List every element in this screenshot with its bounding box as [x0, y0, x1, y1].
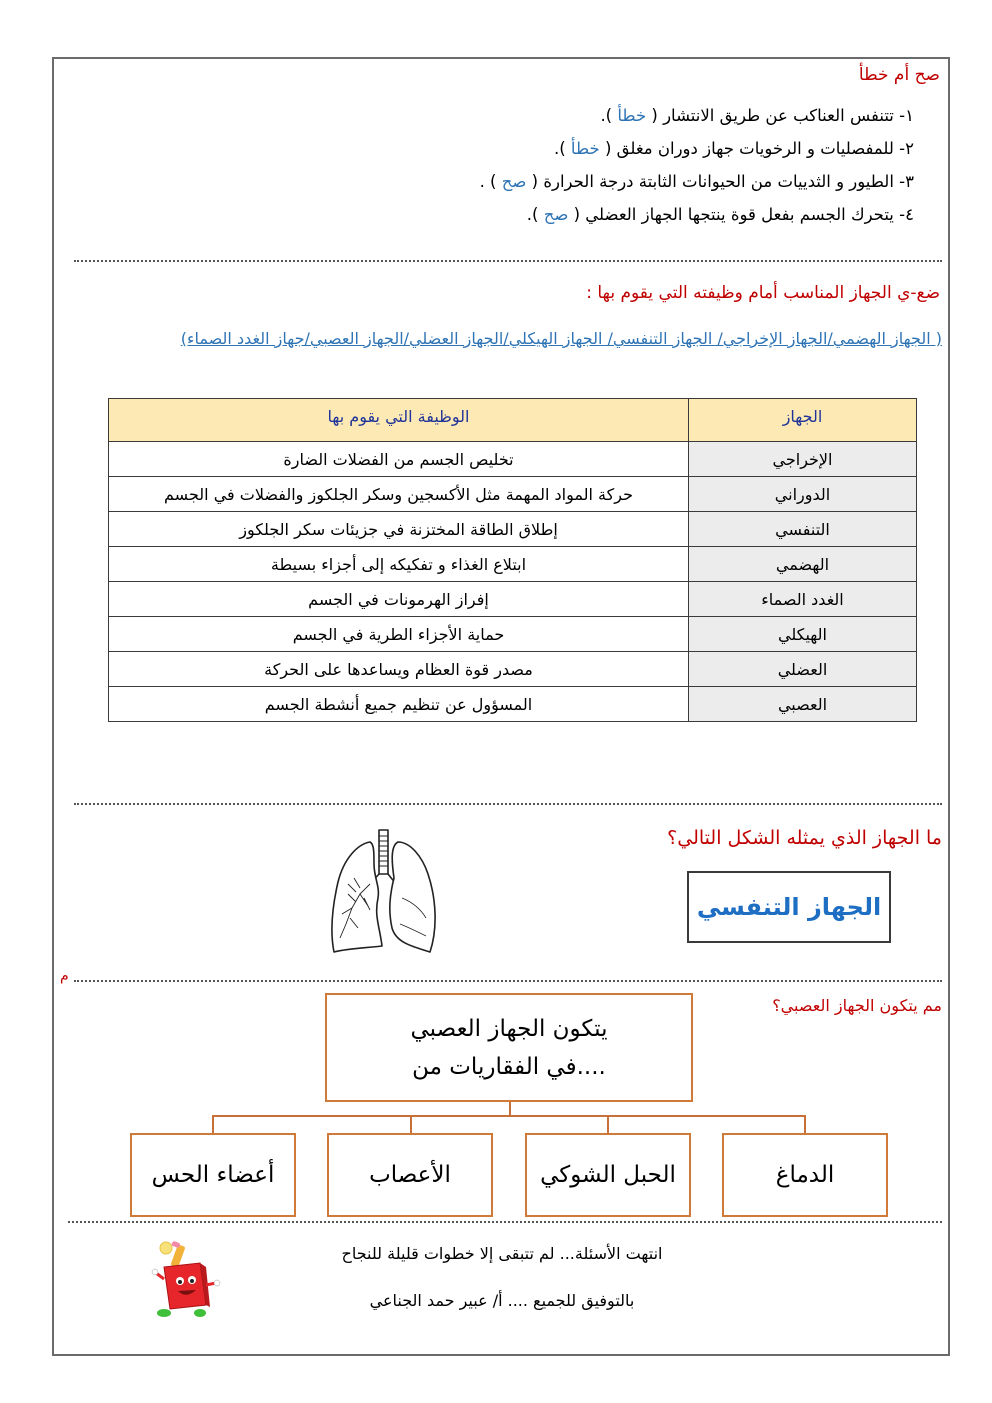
connector-line: [212, 1115, 214, 1133]
system-cell[interactable]: العصبي: [689, 687, 917, 722]
system-cell[interactable]: العضلي: [689, 652, 917, 687]
table-row: [109, 477, 917, 512]
systems-functions-table: [108, 398, 917, 722]
figure-answer-box[interactable]: [687, 871, 891, 943]
tf-answer[interactable]: صح: [543, 205, 569, 224]
section-divider: [74, 803, 942, 805]
connector-line: [410, 1115, 412, 1133]
nervous-part-label: الدماغ: [775, 1162, 835, 1188]
tf-item-number: ٣-: [899, 172, 914, 191]
section-divider: [74, 980, 942, 982]
header-system: الجهاز: [689, 399, 917, 442]
table-row: [109, 512, 917, 547]
nervous-part-box[interactable]: [525, 1133, 691, 1217]
true-false-title: صح أم خطأ: [858, 65, 940, 85]
worksheet-page: [52, 57, 950, 1356]
function-cell: المسؤول عن تنظيم جميع أنشطة الجسم: [109, 687, 689, 722]
function-cell: تخليص الجسم من الفضلات الضارة: [109, 442, 689, 477]
nervous-part-box[interactable]: [327, 1133, 493, 1217]
tf-close: ).: [526, 205, 539, 224]
function-cell: إفراز الهرمونات في الجسم: [109, 582, 689, 617]
lungs-icon: [330, 828, 442, 958]
tf-close: ).: [600, 106, 613, 125]
tf-item-text: تتنفس العناكب عن طريق الانتشار (: [651, 106, 894, 125]
header-function: الوظيفة التي يقوم بها: [109, 399, 689, 442]
connector-line: [212, 1115, 806, 1117]
table-row: [109, 442, 917, 477]
tf-answer[interactable]: صح: [501, 172, 527, 191]
tf-answer[interactable]: خطأ: [617, 106, 647, 125]
system-cell[interactable]: الإخراجي: [689, 442, 917, 477]
tf-item-text: يتحرك الجسم بفعل قوة ينتجها الجهاز العضلي (: [573, 205, 894, 224]
book-pencil-mascot-icon: [150, 1239, 224, 1319]
table-header-row: [109, 399, 917, 442]
root-line-2: في الفقاريات من....: [412, 1053, 606, 1080]
tf-item-4: [527, 205, 914, 224]
tf-item-number: ١-: [899, 106, 914, 125]
tf-item-number: ٤-: [899, 205, 914, 224]
function-cell: ابتلاع الغذاء و تفكيكه إلى أجزاء بسيطة: [109, 547, 689, 582]
system-cell[interactable]: الهضمي: [689, 547, 917, 582]
tf-close: ).: [553, 139, 566, 158]
table-row: [109, 687, 917, 722]
section-divider: [74, 260, 942, 262]
connector-line: [804, 1115, 806, 1133]
table-row: [109, 547, 917, 582]
nervous-part-label: أعضاء الحس: [151, 1162, 275, 1188]
function-cell: حماية الأجزاء الطرية في الجسم: [109, 617, 689, 652]
function-cell: حركة المواد المهمة مثل الأكسجين وسكر الجلكوز والفضلات في الجسم: [109, 477, 689, 512]
tf-item-text: الطيور و الثدييات من الحيوانات الثابتة درجة الحرارة (: [531, 172, 894, 191]
nervous-part-label: الأعصاب: [369, 1162, 451, 1188]
system-cell[interactable]: الهيكلي: [689, 617, 917, 652]
nervous-part-box[interactable]: [722, 1133, 888, 1217]
tf-close: ) .: [479, 172, 497, 191]
tf-answer[interactable]: خطأ: [570, 139, 600, 158]
stray-mark: م: [60, 968, 69, 984]
nervous-part-label: الحبل الشوكي: [540, 1162, 676, 1188]
function-cell: مصدر قوة العظام ويساعدها على الحركة: [109, 652, 689, 687]
function-cell: إطلاق الطاقة المختزنة في جزيئات سكر الجلكوز: [109, 512, 689, 547]
tf-item-2: [554, 139, 914, 158]
footer-line-2: بالتوفيق للجميع .... أ/ عبير حمد الجناعي: [369, 1291, 635, 1310]
section-divider: [68, 1221, 942, 1223]
connector-line: [607, 1115, 609, 1133]
tf-item-text: للمفصليات و الرخويات جهاز دوران مغلق (: [604, 139, 894, 158]
tf-item-3: [480, 172, 914, 191]
system-cell[interactable]: التنفسي: [689, 512, 917, 547]
nervous-question-title: مم يتكون الجهاز العصبي؟: [772, 996, 942, 1015]
figure-question-title: ما الجهاز الذي يمثله الشكل التالي؟: [667, 827, 942, 849]
table-row: [109, 617, 917, 652]
footer-line-1: انتهت الأسئلة... لم تتبقى إلا خطوات قليلة للنجاح: [341, 1244, 663, 1263]
root-line-1: يتكون الجهاز العصبي: [410, 1015, 608, 1042]
system-cell[interactable]: الدوراني: [689, 477, 917, 512]
figure-answer-text: الجهاز التنفسي: [696, 893, 882, 921]
system-cell[interactable]: الغدد الصماء: [689, 582, 917, 617]
table-row: [109, 582, 917, 617]
nervous-root-box: [325, 993, 693, 1102]
nervous-part-box[interactable]: [130, 1133, 296, 1217]
matching-title: ضع-ي الجهاز المناسب أمام وظيفته التي يقوم بها :: [586, 283, 940, 303]
table-row: [109, 652, 917, 687]
tf-item-1: [600, 106, 914, 125]
systems-options-list: ( الجهاز الهضمي/الجهاز الإخراجي/ الجهاز التنفسي/ الجهاز الهيكلي/الجهاز العضلي/الجهاز العصبي/جهاز الغدد الصماء): [180, 329, 942, 348]
connector-line: [509, 1102, 511, 1116]
tf-item-number: ٢-: [899, 139, 914, 158]
